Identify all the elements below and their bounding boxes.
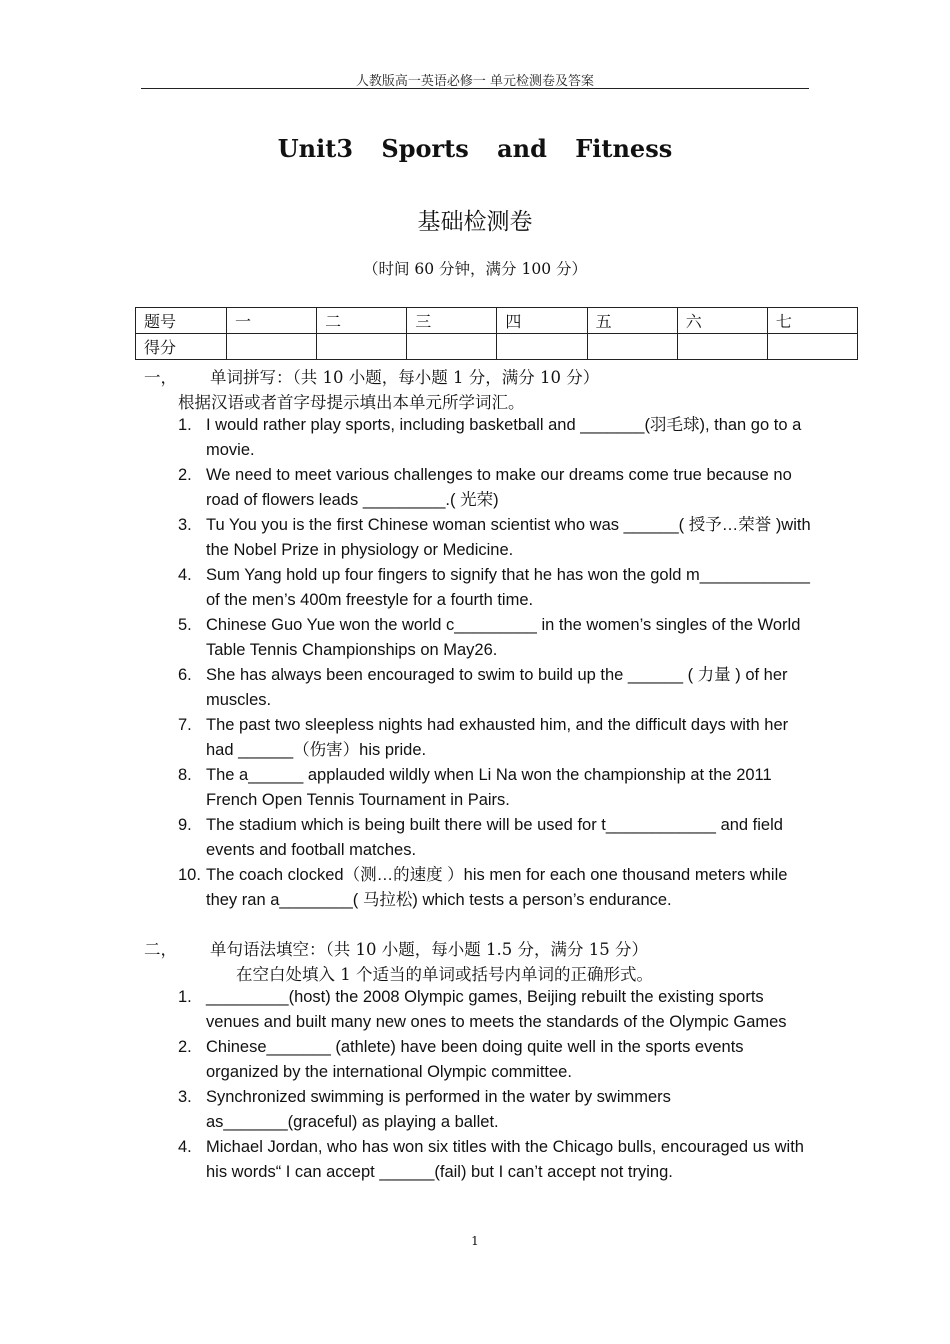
section2-title: 单句语法填空：（共 10 小题，每小题 1.5 分，满分 15 分） — [210, 940, 648, 959]
time-note: （时间 60 分钟，满分 100 分） — [362, 260, 588, 278]
question-item — [178, 1135, 818, 1185]
question-text: The stadium which is being built there will be used for t____________ and field events and football matches. — [206, 816, 783, 859]
question-item — [178, 663, 818, 713]
question-number: 10. — [178, 866, 201, 884]
question-item — [178, 1085, 818, 1135]
page-title: Unit3 Sports and Fitness — [277, 134, 673, 163]
score-input-cell[interactable] — [677, 334, 767, 360]
score-table-cell: 五 — [587, 308, 677, 334]
question-number: 1. — [178, 416, 192, 434]
section1-instruction: 根据汉语或者首字母提示填出本单元所学词汇。 — [178, 393, 525, 412]
score-input-cell[interactable] — [587, 334, 677, 360]
question-number: 3. — [178, 1088, 192, 1106]
score-table-cell: 二 — [317, 308, 407, 334]
question-item — [178, 563, 818, 613]
score-table-cell: 得分 — [136, 334, 227, 360]
question-text: We need to meet various challenges to make our dreams come true because no road of flowers leads _________.( 光荣) — [206, 466, 792, 509]
question-text: Sum Yang hold up four fingers to signify that he has won the gold m____________ of the men’s 400m freestyle for a fourth time. — [206, 566, 810, 609]
section1-heading — [144, 364, 599, 388]
question-number: 1. — [178, 988, 192, 1006]
question-item — [178, 463, 818, 513]
score-input-cell[interactable] — [317, 334, 407, 360]
question-text: She has always been encouraged to swim to build up the ______ ( 力量 ) of her muscles. — [206, 666, 788, 709]
section2-number: 二， — [144, 940, 177, 959]
score-input-cell[interactable] — [407, 334, 497, 360]
question-text: The a______ applauded wildly when Li Na won the championship at the 2011 French Open Tennis Tournament in Pairs. — [206, 766, 772, 809]
question-number: 2. — [178, 1038, 192, 1056]
question-text: I would rather play sports, including basketball and _______(羽毛球), than go to a movie. — [206, 416, 802, 459]
question-item — [178, 863, 818, 913]
score-table-cell: 一 — [227, 308, 317, 334]
section1-title: 单词拼写：（共 10 小题，每小题 1 分，满分 10 分） — [210, 368, 600, 387]
question-number: 9. — [178, 816, 192, 834]
question-text: Chinese Guo Yue won the world c_________ in the women’s singles of the World Table Tennis Championships on May26. — [206, 616, 801, 659]
question-item — [178, 1035, 818, 1085]
question-number: 4. — [178, 1138, 192, 1156]
score-table-cell: 六 — [677, 308, 767, 334]
question-number: 6. — [178, 666, 192, 684]
score-input-cell[interactable] — [227, 334, 317, 360]
question-text: The coach clocked（测…的速度 ）his men for each one thousand meters while they ran a________( 马拉松) which tests a person’s endurance. — [206, 866, 788, 909]
score-input-cell[interactable] — [767, 334, 857, 360]
page-subtitle: 基础检测卷 — [417, 209, 533, 235]
section2-heading — [144, 936, 648, 960]
question-text: Tu You you is the first Chinese woman scientist who was ______( 授予…荣誉 )with the Nobel Prize in physiology or Medicine. — [206, 516, 811, 559]
question-number: 7. — [178, 716, 192, 734]
section2-instruction: 在空白处填入 1 个适当的单词或括号内单词的正确形式。 — [236, 965, 653, 984]
question-number: 4. — [178, 566, 192, 584]
section1-number: 一， — [144, 368, 177, 387]
score-table — [135, 307, 858, 360]
question-text: The past two sleepless nights had exhausted him, and the difficult days with her had ______（伤害）his pride. — [206, 716, 789, 759]
question-item — [178, 813, 818, 863]
page-number: 1 — [471, 1234, 479, 1248]
question-text: Michael Jordan, who has won six titles with the Chicago bulls, encouraged us with his words“ I can accept ______(fail) but I can’t accept not trying. — [206, 1138, 804, 1181]
question-number: 3. — [178, 516, 192, 534]
question-item — [178, 763, 818, 813]
question-item — [178, 613, 818, 663]
question-item — [178, 413, 818, 463]
score-table-cell: 三 — [407, 308, 497, 334]
score-table-header-row — [136, 308, 858, 334]
question-item — [178, 513, 818, 563]
question-number: 5. — [178, 616, 192, 634]
score-table-cell: 七 — [767, 308, 857, 334]
section1-question-list — [178, 413, 818, 913]
header-rule — [141, 88, 809, 89]
question-number: 2. — [178, 466, 192, 484]
section2-question-list — [178, 985, 818, 1185]
question-text: _________(host) the 2008 Olympic games, Beijing rebuilt the existing sports venues and built many new ones to meets the standards of the Olympic Games — [206, 988, 787, 1031]
question-item — [178, 985, 818, 1035]
score-table-cell: 题号 — [136, 308, 227, 334]
score-input-cell[interactable] — [497, 334, 587, 360]
question-number: 8. — [178, 766, 192, 784]
score-table-score-row — [136, 334, 858, 360]
score-table-cell: 四 — [497, 308, 587, 334]
page-header: 人教版高一英语必修一 单元检测卷及答案 — [355, 74, 595, 89]
question-item — [178, 713, 818, 763]
question-text: Chinese_______ (athlete) have been doing quite well in the sports events organized by the international Olympic committee. — [206, 1038, 744, 1081]
question-text: Synchronized swimming is performed in the water by swimmers as_______(graceful) as playing a ballet. — [206, 1088, 671, 1131]
